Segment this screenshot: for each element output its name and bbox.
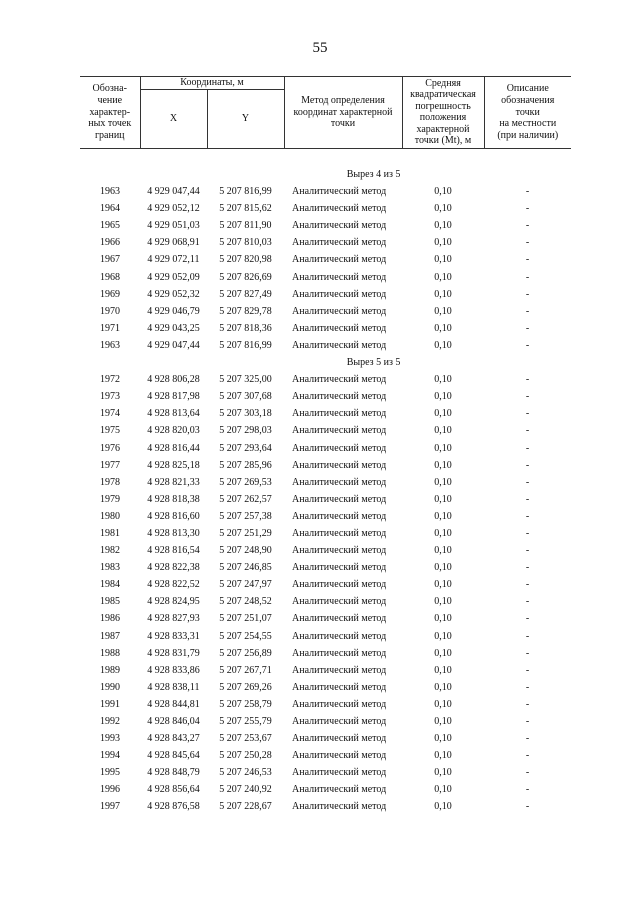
error-value: 0,10 <box>434 596 452 608</box>
section-header-row <box>80 354 571 371</box>
method: Аналитический метод <box>292 664 387 676</box>
method: Аналитический метод <box>292 767 387 779</box>
error-value: 0,10 <box>434 288 452 300</box>
y-coordinate: 5 207 247,97 <box>219 579 272 591</box>
table-row <box>80 764 571 781</box>
error-value: 0,10 <box>434 579 452 591</box>
description: - <box>525 510 530 522</box>
header-y: Y <box>207 89 284 148</box>
point-number: 1981 <box>100 527 120 539</box>
point-number: 1988 <box>100 647 120 659</box>
method: Аналитический метод <box>292 442 387 454</box>
description: - <box>525 596 530 608</box>
description: - <box>525 613 530 625</box>
x-coordinate: 4 928 824,95 <box>147 596 200 608</box>
table-row <box>80 371 571 388</box>
y-coordinate: 5 207 240,92 <box>219 784 272 796</box>
method: Аналитический метод <box>292 801 387 813</box>
description: - <box>525 733 530 745</box>
description: - <box>525 305 530 317</box>
x-coordinate: 4 929 068,91 <box>147 237 200 249</box>
y-coordinate: 5 207 303,18 <box>219 408 272 420</box>
point-number: 1970 <box>100 305 120 317</box>
y-coordinate: 5 207 325,00 <box>219 374 272 386</box>
description: - <box>525 391 530 403</box>
x-coordinate: 4 928 813,64 <box>147 408 200 420</box>
y-coordinate: 5 207 246,53 <box>219 767 272 779</box>
x-coordinate: 4 928 831,79 <box>147 647 200 659</box>
x-coordinate: 4 928 845,64 <box>147 750 200 762</box>
table-row <box>80 593 571 610</box>
method: Аналитический метод <box>292 186 387 198</box>
section-title: Вырез 4 из 5 <box>346 169 401 180</box>
method: Аналитический метод <box>292 613 387 625</box>
error-value: 0,10 <box>434 527 452 539</box>
description: - <box>525 271 530 283</box>
x-coordinate: 4 929 043,25 <box>147 322 200 334</box>
description: - <box>525 339 530 351</box>
table-row <box>80 645 571 662</box>
y-coordinate: 5 207 250,28 <box>219 750 272 762</box>
method: Аналитический метод <box>292 374 387 386</box>
table-row <box>80 183 571 200</box>
method: Аналитический метод <box>292 630 387 642</box>
table-row <box>80 405 571 422</box>
point-number: 1984 <box>100 579 120 591</box>
description: - <box>525 681 530 693</box>
y-coordinate: 5 207 254,55 <box>219 630 272 642</box>
y-coordinate: 5 207 816,99 <box>219 186 272 198</box>
method: Аналитический метод <box>292 339 387 351</box>
point-number: 1963 <box>100 186 120 198</box>
point-number: 1973 <box>100 391 120 403</box>
point-number: 1991 <box>100 698 120 710</box>
method: Аналитический метод <box>292 391 387 403</box>
x-coordinate: 4 928 848,79 <box>147 767 200 779</box>
method: Аналитический метод <box>292 681 387 693</box>
table-row <box>80 286 571 303</box>
description: - <box>525 579 530 591</box>
error-value: 0,10 <box>434 733 452 745</box>
error-value: 0,10 <box>434 322 452 334</box>
y-coordinate: 5 207 810,03 <box>219 237 272 249</box>
error-value: 0,10 <box>434 545 452 557</box>
error-value: 0,10 <box>434 220 452 232</box>
y-coordinate: 5 207 285,96 <box>219 459 272 471</box>
error-value: 0,10 <box>434 476 452 488</box>
error-value: 0,10 <box>434 613 452 625</box>
description: - <box>525 203 530 215</box>
point-number: 1964 <box>100 203 120 215</box>
method: Аналитический метод <box>292 733 387 745</box>
error-value: 0,10 <box>434 647 452 659</box>
table-row <box>80 320 571 337</box>
table-row <box>80 491 571 508</box>
y-coordinate: 5 207 298,03 <box>219 425 272 437</box>
point-number: 1967 <box>100 254 120 266</box>
point-number: 1985 <box>100 596 120 608</box>
error-value: 0,10 <box>434 374 452 386</box>
description: - <box>525 186 530 198</box>
x-coordinate: 4 928 822,38 <box>147 562 200 574</box>
description: - <box>525 767 530 779</box>
point-number: 1963 <box>100 339 120 351</box>
description: - <box>525 442 530 454</box>
table-row <box>80 662 571 679</box>
table-row <box>80 474 571 491</box>
method: Аналитический метод <box>292 579 387 591</box>
point-number: 1969 <box>100 288 120 300</box>
method: Аналитический метод <box>292 203 387 215</box>
error-value: 0,10 <box>434 510 452 522</box>
x-coordinate: 4 928 822,52 <box>147 579 200 591</box>
description: - <box>525 408 530 420</box>
description: - <box>525 801 530 813</box>
page-number: 55 <box>312 40 328 56</box>
error-value: 0,10 <box>434 750 452 762</box>
y-coordinate: 5 207 269,26 <box>219 681 272 693</box>
table-row <box>80 303 571 320</box>
table-row <box>80 200 571 217</box>
x-coordinate: 4 928 856,64 <box>147 784 200 796</box>
description: - <box>525 664 530 676</box>
y-coordinate: 5 207 811,90 <box>219 220 272 232</box>
point-number: 1993 <box>100 733 120 745</box>
description: - <box>525 322 530 334</box>
point-number: 1976 <box>100 442 120 454</box>
method: Аналитический метод <box>292 716 387 727</box>
method: Аналитический метод <box>292 322 387 334</box>
table-row <box>80 576 571 593</box>
y-coordinate: 5 207 251,07 <box>219 613 272 625</box>
error-value: 0,10 <box>434 203 452 215</box>
method: Аналитический метод <box>292 271 387 283</box>
y-coordinate: 5 207 829,78 <box>219 305 272 317</box>
point-number: 1997 <box>100 801 120 813</box>
description: - <box>525 647 530 659</box>
x-coordinate: 4 928 838,11 <box>147 681 200 693</box>
description: - <box>525 374 530 386</box>
table-row <box>80 508 571 525</box>
x-coordinate: 4 928 846,04 <box>147 716 200 727</box>
error-value: 0,10 <box>434 305 452 317</box>
x-coordinate: 4 928 844,81 <box>147 698 200 710</box>
method: Аналитический метод <box>292 784 387 796</box>
y-coordinate: 5 207 307,68 <box>219 391 272 403</box>
method: Аналитический метод <box>292 220 387 232</box>
table-body <box>80 166 571 816</box>
x-coordinate: 4 928 876,58 <box>147 801 200 813</box>
method: Аналитический метод <box>292 288 387 300</box>
x-coordinate: 4 928 843,27 <box>147 733 200 745</box>
method: Аналитический метод <box>292 527 387 539</box>
point-number: 1968 <box>100 271 120 283</box>
table-row <box>80 457 571 474</box>
table-row <box>80 747 571 764</box>
method: Аналитический метод <box>292 493 387 505</box>
method: Аналитический метод <box>292 459 387 471</box>
y-coordinate: 5 207 826,69 <box>219 271 272 283</box>
x-coordinate: 4 928 806,28 <box>147 374 200 386</box>
x-coordinate: 4 928 813,30 <box>147 527 200 539</box>
point-number: 1996 <box>100 784 120 796</box>
point-number: 1992 <box>100 716 120 727</box>
table-row <box>80 217 571 234</box>
x-coordinate: 4 928 816,60 <box>147 510 200 522</box>
description: - <box>525 476 530 488</box>
method: Аналитический метод <box>292 562 387 574</box>
y-coordinate: 5 207 248,52 <box>219 596 272 608</box>
error-value: 0,10 <box>434 784 452 796</box>
header-coordinates: Координаты, м <box>140 77 284 90</box>
y-coordinate: 5 207 816,99 <box>219 339 272 351</box>
x-coordinate: 4 928 818,38 <box>147 493 200 505</box>
x-coordinate: 4 928 825,18 <box>147 459 200 471</box>
x-coordinate: 4 929 072,11 <box>147 254 200 266</box>
point-number: 1980 <box>100 510 120 522</box>
point-number: 1982 <box>100 545 120 557</box>
table-row <box>80 234 571 251</box>
x-coordinate: 4 928 817,98 <box>147 391 200 403</box>
table-row <box>80 628 571 645</box>
x-coordinate: 4 928 833,86 <box>147 664 200 676</box>
table-row <box>80 337 571 354</box>
method: Аналитический метод <box>292 647 387 659</box>
description: - <box>525 493 530 505</box>
y-coordinate: 5 207 253,67 <box>219 733 272 745</box>
point-number: 1990 <box>100 681 120 693</box>
point-number: 1977 <box>100 459 120 471</box>
x-coordinate: 4 928 821,33 <box>147 476 200 488</box>
header-error: Средняя квадратическая погрешность положения характерной точки (Mt), м <box>402 77 484 149</box>
point-number: 1978 <box>100 476 120 488</box>
table-header <box>80 76 571 149</box>
description: - <box>525 562 530 574</box>
section-title: Вырез 5 из 5 <box>346 357 401 369</box>
description: - <box>525 527 530 539</box>
description: - <box>525 425 530 437</box>
point-number: 1971 <box>100 322 120 334</box>
method: Аналитический метод <box>292 750 387 762</box>
description: - <box>525 716 530 727</box>
y-coordinate: 5 207 293,64 <box>219 442 272 454</box>
table-row <box>80 542 571 559</box>
table-row <box>80 251 571 268</box>
x-coordinate: 4 929 046,79 <box>147 305 200 317</box>
table-row <box>80 696 571 713</box>
point-number: 1966 <box>100 237 120 249</box>
table-row <box>80 388 571 405</box>
x-coordinate: 4 929 052,32 <box>147 288 200 300</box>
method: Аналитический метод <box>292 237 387 249</box>
table-row <box>80 713 571 730</box>
header-method: Метод определения координат характерной точки <box>284 77 402 149</box>
error-value: 0,10 <box>434 716 452 727</box>
description: - <box>525 459 530 471</box>
y-coordinate: 5 207 269,53 <box>219 476 272 488</box>
error-value: 0,10 <box>434 630 452 642</box>
y-coordinate: 5 207 820,98 <box>219 254 272 266</box>
table-row <box>80 422 571 439</box>
point-number: 1989 <box>100 664 120 676</box>
error-value: 0,10 <box>434 459 452 471</box>
table-row <box>80 798 571 815</box>
table-row <box>80 269 571 286</box>
x-coordinate: 4 928 827,93 <box>147 613 200 625</box>
y-coordinate: 5 207 818,36 <box>219 322 272 334</box>
table-row <box>80 525 571 542</box>
error-value: 0,10 <box>434 391 452 403</box>
method: Аналитический метод <box>292 545 387 557</box>
x-coordinate: 4 929 047,44 <box>147 339 200 351</box>
error-value: 0,10 <box>434 254 452 266</box>
point-number: 1986 <box>100 613 120 625</box>
description: - <box>525 630 530 642</box>
error-value: 0,10 <box>434 562 452 574</box>
section-header-row <box>80 166 571 183</box>
table-row <box>80 559 571 576</box>
error-value: 0,10 <box>434 425 452 437</box>
x-coordinate: 4 929 047,44 <box>147 186 200 198</box>
header-description: Описание обозначения точки на местности (при наличии) <box>484 77 571 149</box>
error-value: 0,10 <box>434 681 452 693</box>
y-coordinate: 5 207 246,85 <box>219 562 272 574</box>
header-point: Обозна- чение характер- ных точек границ <box>80 77 140 149</box>
error-value: 0,10 <box>434 271 452 283</box>
y-coordinate: 5 207 251,29 <box>219 527 272 539</box>
description: - <box>525 545 530 557</box>
point-number: 1979 <box>100 493 120 505</box>
description: - <box>525 750 530 762</box>
description: - <box>525 784 530 796</box>
description: - <box>525 288 530 300</box>
x-coordinate: 4 928 820,03 <box>147 425 200 437</box>
error-value: 0,10 <box>434 664 452 676</box>
y-coordinate: 5 207 827,49 <box>219 288 272 300</box>
point-number: 1972 <box>100 374 120 386</box>
y-coordinate: 5 207 257,38 <box>219 510 272 522</box>
error-value: 0,10 <box>434 442 452 454</box>
y-coordinate: 5 207 267,71 <box>219 664 272 676</box>
error-value: 0,10 <box>434 339 452 351</box>
y-coordinate: 5 207 248,90 <box>219 545 272 557</box>
error-value: 0,10 <box>434 408 452 420</box>
table-row <box>80 610 571 627</box>
method: Аналитический метод <box>292 408 387 420</box>
description: - <box>525 237 530 249</box>
description: - <box>525 220 530 232</box>
error-value: 0,10 <box>434 767 452 779</box>
point-number: 1974 <box>100 408 120 420</box>
description: - <box>525 698 530 710</box>
error-value: 0,10 <box>434 698 452 710</box>
y-coordinate: 5 207 258,79 <box>219 698 272 710</box>
method: Аналитический метод <box>292 596 387 608</box>
error-value: 0,10 <box>434 801 452 813</box>
table-row <box>80 730 571 747</box>
method: Аналитический метод <box>292 476 387 488</box>
error-value: 0,10 <box>434 186 452 198</box>
point-number: 1965 <box>100 220 120 232</box>
error-value: 0,10 <box>434 493 452 505</box>
point-number: 1995 <box>100 767 120 779</box>
x-coordinate: 4 928 816,44 <box>147 442 200 454</box>
description: - <box>525 254 530 266</box>
x-coordinate: 4 929 051,03 <box>147 220 200 232</box>
method: Аналитический метод <box>292 425 387 437</box>
y-coordinate: 5 207 255,79 <box>219 716 272 727</box>
point-number: 1983 <box>100 562 120 574</box>
point-number: 1975 <box>100 425 120 437</box>
coordinates-table <box>80 166 571 816</box>
table-row <box>80 440 571 457</box>
x-coordinate: 4 928 816,54 <box>147 545 200 557</box>
method: Аналитический метод <box>292 698 387 710</box>
x-coordinate: 4 929 052,09 <box>147 271 200 283</box>
y-coordinate: 5 207 228,67 <box>219 801 272 813</box>
table-row <box>80 679 571 696</box>
y-coordinate: 5 207 256,89 <box>219 647 272 659</box>
method: Аналитический метод <box>292 254 387 266</box>
x-coordinate: 4 929 052,12 <box>147 203 200 215</box>
point-number: 1994 <box>100 750 120 762</box>
y-coordinate: 5 207 815,62 <box>219 203 272 215</box>
method: Аналитический метод <box>292 305 387 317</box>
method: Аналитический метод <box>292 510 387 522</box>
x-coordinate: 4 928 833,31 <box>147 630 200 642</box>
y-coordinate: 5 207 262,57 <box>219 493 272 505</box>
point-number: 1987 <box>100 630 120 642</box>
error-value: 0,10 <box>434 237 452 249</box>
table-row <box>80 781 571 798</box>
header-x: X <box>140 89 207 148</box>
